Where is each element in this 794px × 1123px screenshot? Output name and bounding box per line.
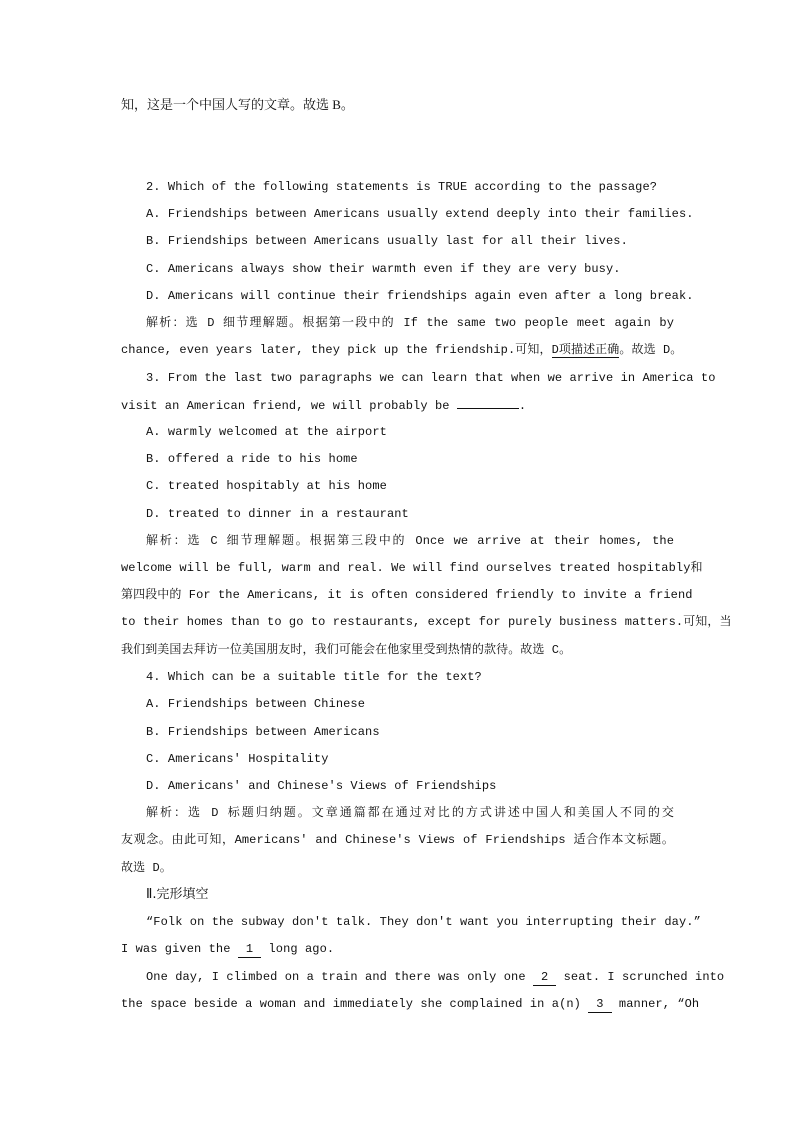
question-3-period: .: [518, 399, 527, 413]
question-3-line-1: 3. From the last two paragraphs we can learn that when we arrive in America to: [146, 371, 716, 385]
q4-option-d: D. Americans' and Chinese's Views of Friendships: [146, 779, 497, 793]
q2-analysis-text: chance, even years later, they pick up the friendship.可知，: [121, 343, 552, 357]
q2-analysis-highlight: D项描述正确: [551, 343, 620, 357]
cloze-line-4: [121, 995, 700, 1013]
q4-analysis-line-2: 友观念。由此可知，Americans' and Chinese's Views of Friendships 适合作本文标题。: [121, 833, 674, 847]
q4-option-a: A. Friendships between Chinese: [146, 697, 366, 711]
q2-analysis-tail: 。故选 D。: [619, 343, 683, 357]
q3-analysis-line-5: 我们到美国去拜访一位美国朋友时，我们可能会在他家里受到热情的款待。故选 C。: [121, 643, 572, 657]
cloze-blank-3: 3: [588, 996, 611, 1013]
cloze-text: the space beside a woman and immediately she complained in a(n): [121, 997, 581, 1011]
q3-option-a: A. warmly welcomed at the airport: [146, 425, 387, 439]
cloze-text: One day, I climbed on a train and there was only one: [146, 970, 526, 984]
cloze-blank-2: 2: [533, 969, 556, 986]
q2-option-a: A. Friendships between Americans usually extend deeply into their families.: [146, 207, 694, 221]
question-4: 4. Which can be a suitable title for the text?: [146, 670, 482, 684]
q4-option-b: B. Friendships between Americans: [146, 725, 380, 739]
q3-analysis-line-3: 第四段中的 For the Americans, it is often considered friendly to invite a friend: [121, 588, 693, 602]
q2-option-b: B. Friendships between Americans usually last for all their lives.: [146, 234, 628, 248]
question-2: 2. Which of the following statements is TRUE according to the passage?: [146, 180, 658, 194]
q2-analysis-line-2: [121, 341, 683, 359]
q2-option-d: D. Americans will continue their friendships again even after a long break.: [146, 289, 694, 303]
q3-option-d: D. treated to dinner in a restaurant: [146, 507, 409, 521]
q2-analysis-line-1: 解析：选 D 细节理解题。根据第一段中的 If the same two people meet again by: [146, 316, 674, 330]
question-3-line-2: [121, 396, 674, 415]
cloze-blank-1: 1: [238, 941, 261, 958]
q3-option-b: B. offered a ride to his home: [146, 452, 358, 466]
cloze-text: I was given the: [121, 942, 231, 956]
cloze-text: manner, “Oh: [618, 997, 700, 1011]
q3-option-c: C. treated hospitably at his home: [146, 479, 387, 493]
q4-option-c: C. Americans' Hospitality: [146, 752, 329, 766]
question-3-text: visit an American friend, we will probably be: [121, 399, 450, 413]
cloze-line-3: [146, 968, 725, 986]
cloze-line-1: “Folk on the subway don't talk. They don't want you interrupting their day.”: [146, 915, 701, 929]
intro-line: 知，这是一个中国人写的文章。故选 B。: [121, 97, 354, 112]
q2-option-c: C. Americans always show their warmth even if they are very busy.: [146, 262, 621, 276]
cloze-line-2: [121, 940, 674, 958]
q4-analysis-line-1: 解析：选 D 标题归纳题。文章通篇都在通过对比的方式讲述中国人和美国人不同的交: [146, 806, 674, 820]
q4-analysis-line-3: 故选 D。: [121, 861, 172, 875]
answer-blank: [457, 396, 519, 409]
cloze-text: seat. I scrunched into: [563, 970, 725, 984]
q3-analysis-line-4: to their homes than to go to restaurants, except for purely business matters.可知，当: [121, 615, 732, 629]
section-title: Ⅱ.完形填空: [146, 887, 209, 902]
cloze-text: long ago.: [268, 942, 335, 956]
q3-analysis-line-1: 解析：选 C 细节理解题。根据第三段中的 Once we arrive at their homes, the: [146, 534, 674, 548]
q3-analysis-line-2: welcome will be full, warm and real. We will find ourselves treated hospitably和: [121, 561, 703, 575]
